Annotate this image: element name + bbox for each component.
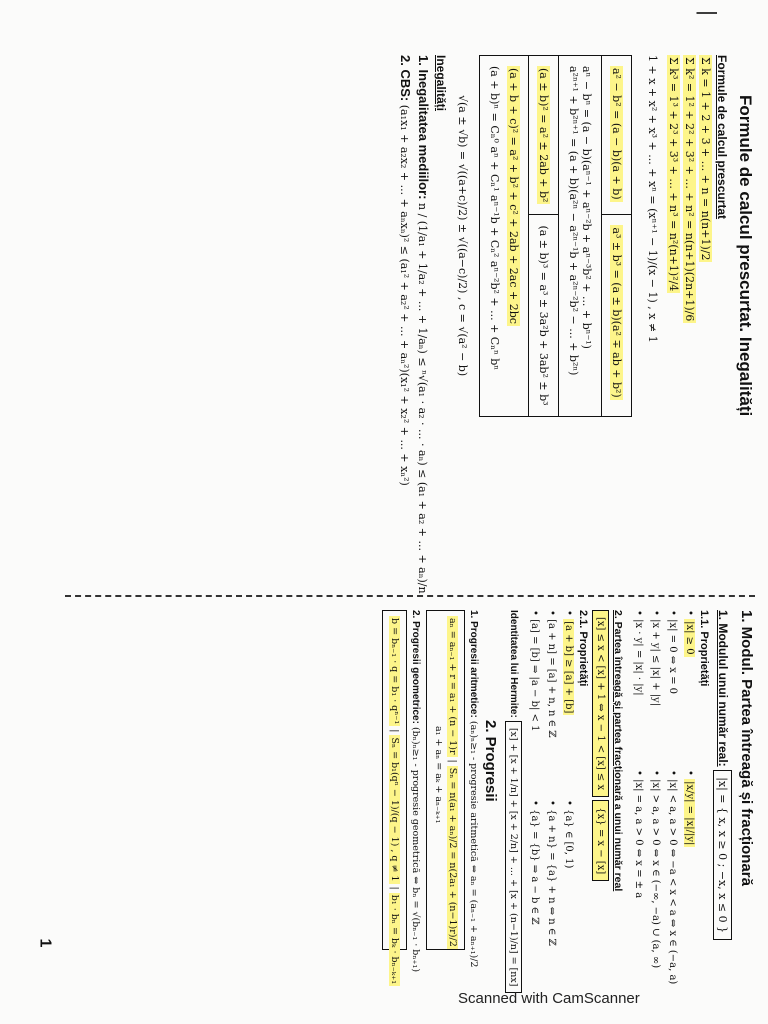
table-cell: a³ ± b³ = (a ± b)(a² ∓ ab + b²) [602, 215, 632, 416]
integer-part-heading: 2. Partea întreagă și partea fracționară a unui număr real [612, 610, 624, 892]
list-item: • |x| < a, a > 0 ⇔ −a < x < a ⇔ x ∈ (−a, a) [667, 770, 678, 985]
section-inequalities-heading: Inegalități [434, 55, 448, 112]
ineq-cbs: 2. CBS: (a₁x₁ + a₂x₂ + ... + aₙxₙ)² ≤ (a₁² + a₂² + ... + aₙ²)(x₁² + x₂² + ... + xₙ²) [398, 55, 413, 486]
list-item: • |x| > a, a > 0 ⇔ x ∈ (−∞, −a) ∪ (a, ∞) [650, 770, 661, 969]
arithmetic-formulas: aₙ = aₙ₋₁ + r = a₁ + (n − 1)r | Sₙ = n(a₁ + aₙ)/2 = n(2a₁ + (n−1)r)/2 a₁ + aₙ = aₖ + aₙ₋ₖ₊₁ [426, 610, 465, 950]
list-item: • [a] = [b] ⇒ |a − b| < 1 [529, 610, 540, 732]
modul-title: 1. Modul. Partea întreagă și fracționară [738, 610, 755, 886]
list-item: • [a + b] ≥ [a] + [b] [563, 610, 574, 714]
props-21-heading: 2.1. Proprietăți [577, 610, 589, 687]
integer-part-definition: [x] ≤ x < [x] + 1 ⇔ x − 1 < [x] ≤ x {x} = x − [x] [592, 610, 609, 950]
sum-k2-formula: Σ k² = 1² + 2² + 3² + ... + n² = n(n+1)(2n+1)/6 [683, 57, 696, 322]
list-item: • |x| ≥ 0 [684, 610, 695, 655]
list-item: • |x| = 0 ⇔ x = 0 [667, 610, 678, 695]
arithmetic-definition: 1. Progresii aritmetice: (aₙ)ₙ≥₁ - progresie aritmetică ⇔ aₙ = (aₙ₋₁ + aₙ₊₁)/2 [468, 610, 479, 968]
list-item: • {a + n} = {a} + n ⇔ n ∈ ℤ [546, 800, 557, 946]
radical-formula: √(a ± √b) = √((a+c)/2) ± √((a−c)/2) , c = √(a² − b) [456, 95, 469, 377]
geometric-sum-formula: 1 + x + x² + x³ + ... + xⁿ = (xⁿ⁺¹ − 1)/(x − 1) , x ≠ 1 [646, 55, 659, 343]
list-item: • |x · y| = |x| · |y| [633, 610, 644, 696]
progressions-title: 2. Progresii [482, 720, 499, 802]
ineq-means: 1. Inegalitatea mediilor: n / (1/a₁ + 1/a₂ + ... + 1/aₙ) ≤ ⁿ√(a₁ · a₂ · ... · aₙ) ≤ (a₁ + a₂ + ... + aₙ)/n [416, 55, 431, 594]
list-item: • |x/y| = |x|/|y| [684, 770, 695, 846]
divider [65, 595, 755, 597]
left-half [395, 55, 755, 594]
modul-definition: 1. Modulul unui număr real: |x| = { x, x ≥ 0 ; −x, x ≤ 0 } [713, 610, 732, 950]
formula-table [479, 55, 632, 417]
sum-k3-formula: Σ k³ = 1³ + 2³ + 3³ + ... + n³ = n²(n+1)²/4 [667, 57, 680, 292]
list-item: • |x| = a, a > 0 ⇔ x = ± a [633, 770, 644, 899]
table-cell: (a + b + c)² = a² + b² + c² + 2ab + 2ac + 2bc (a + b)ⁿ = Cₙ⁰ aⁿ + Cₙ¹ aⁿ⁻¹b + Cₙ² aⁿ⁻²b² + ... + Cₙⁿ bⁿ [480, 56, 529, 417]
sum-k-formula: Σ k = 1 + 2 + 3 + ... + n = n(n+1)/2 [699, 57, 712, 261]
geometric-definition: 2. Progresii geometrice: (bₙ)ₙ≥₁ - progresie geometrică ⇔ bₙ = √(bₙ₋₁ · bₙ₊₁) [410, 610, 421, 973]
modul-properties [630, 610, 698, 985]
list-item: • [a + n] = [a] + n, n ∈ ℤ [546, 610, 557, 738]
geometric-formulas: b = bₙ₋₁ · q = b₁ · qⁿ⁻¹ | Sₙ = b₁(qⁿ − 1)/(q − 1) , q ≠ 1 | b₁ · bₙ = bₖ · bₙ₋ₖ₊₁ [382, 610, 407, 950]
right-half [382, 610, 755, 987]
corner-mark: | [695, 10, 721, 16]
props-11-heading: 1.1. Proprietăți [698, 610, 710, 687]
hermite-identity: Identitatea lui Hermite: [x] + [x + 1/n] + [x + 2/n] + ... + [x + (n−1)/n] = [nx] [505, 610, 522, 950]
list-item: • |x + y| ≤ |x| + |y| [650, 610, 661, 707]
table-cell: (a ± b)² = a² ± 2ab + b² [529, 56, 559, 215]
list-item: • {a} = {b} ⇒ a − b ∈ ℤ [529, 800, 540, 925]
page-number: 1 [36, 938, 54, 948]
section-formulas-heading: Formule de calcul prescurtat [715, 55, 729, 220]
list-item: • {a} ∈ [0, 1) [563, 800, 574, 869]
rotated-sheet [55, 55, 755, 987]
page-title: Formule de calcul prescurtat. Inegalități [736, 95, 755, 417]
integer-properties [526, 610, 577, 950]
table-cell: (a ± b)³ = a³ ± 3a²b + 3ab² ± b³ [529, 215, 559, 416]
table-cell: a² − b² = (a − b)(a + b) [602, 56, 632, 215]
scanner-watermark: Scanned with CamScanner [458, 990, 640, 1007]
table-cell: aⁿ − bⁿ = (a − b)(aⁿ⁻¹ + aⁿ⁻²b + aⁿ⁻³b² + ... + bⁿ⁻¹) a²ⁿ⁺¹ + b²ⁿ⁺¹ = (a + b)(a²ⁿ − a²ⁿ⁻¹b + a²ⁿ⁻²b² − ... + b²ⁿ) [559, 56, 602, 417]
